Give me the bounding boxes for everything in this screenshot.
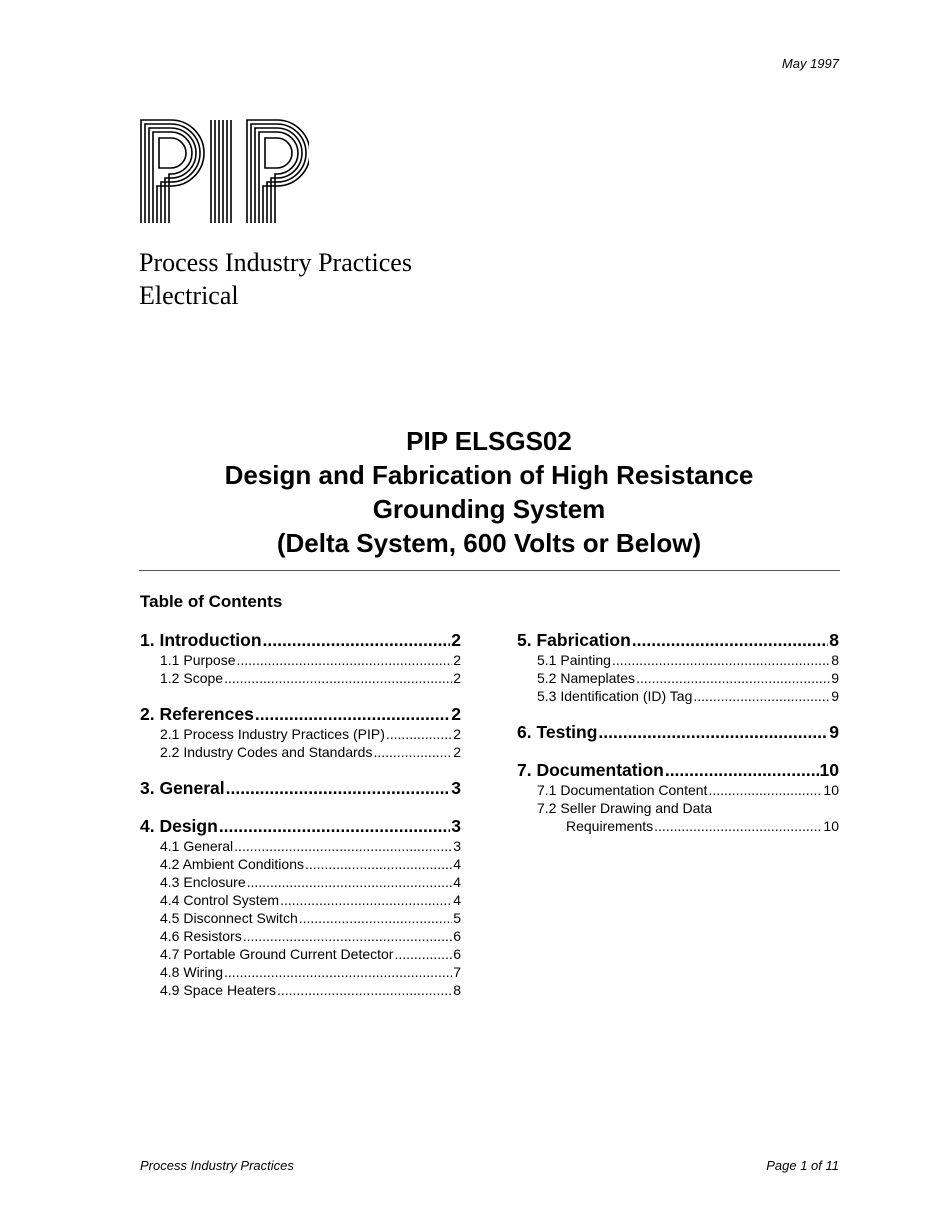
toc-section-entry[interactable] <box>517 722 839 744</box>
pip-logo <box>139 118 309 224</box>
toc-subsection-entry[interactable] <box>517 652 839 670</box>
toc-entry-label: 4.8 Wiring <box>160 964 224 980</box>
toc-entry-label: 1. Introduction <box>140 630 262 650</box>
org-line-2: Electrical <box>139 281 239 310</box>
toc-heading: Table of Contents <box>140 592 283 611</box>
toc-section <box>140 778 461 800</box>
title-line-1: PIP ELSGS02 <box>406 426 572 456</box>
toc-entry-page: 2 <box>453 726 461 742</box>
toc-subsection-entry[interactable] <box>140 910 461 928</box>
toc-entry-label: 3. General <box>140 778 225 798</box>
toc-entry-label: 4.4 Control System <box>160 892 280 908</box>
toc-entry-page: 9 <box>831 670 839 686</box>
toc-leader-dots <box>654 818 822 834</box>
toc-entry-page: 2 <box>453 670 461 686</box>
toc-entry-label: 5.1 Painting <box>537 652 611 668</box>
toc-subsection-entry[interactable] <box>140 928 461 946</box>
toc-subsection-entry[interactable] <box>140 964 461 982</box>
toc-leader-dots <box>299 910 452 926</box>
toc-entry-label: 5. Fabrication <box>517 630 631 650</box>
toc-subsection-entry[interactable] <box>140 946 461 964</box>
toc-leader-dots <box>219 816 450 837</box>
org-line-1: Process Industry Practices <box>139 248 412 277</box>
toc-leader-dots <box>665 760 819 781</box>
toc-entry-label: 2. References <box>140 704 254 724</box>
toc-entry-label: 4.1 General <box>160 838 234 854</box>
toc-leader-dots <box>612 652 830 668</box>
toc-entry-page: 10 <box>819 760 839 780</box>
organization-name <box>139 246 412 312</box>
toc-subsection-entry[interactable] <box>517 670 839 688</box>
toc-leader-dots <box>632 630 828 651</box>
toc-entry-label: 4.3 Enclosure <box>160 874 246 890</box>
toc-subsection-entry[interactable] <box>517 782 839 800</box>
toc-leader-dots <box>373 744 452 760</box>
toc-entry-page: 10 <box>823 782 839 798</box>
toc-leader-dots <box>394 946 452 962</box>
toc-entry-page: 9 <box>829 722 839 742</box>
toc-leader-dots <box>263 630 451 651</box>
toc-entry-label: 4.6 Resistors <box>160 928 242 944</box>
toc-section-entry[interactable] <box>517 630 839 652</box>
toc-entry-page: 7 <box>453 964 461 980</box>
toc-entry-label: 1.1 Purpose <box>160 652 236 668</box>
toc-leader-dots <box>693 688 830 704</box>
toc-entry-page: 10 <box>823 818 839 834</box>
logo-letter-i <box>211 120 231 223</box>
toc-entry-page: 3 <box>453 838 461 854</box>
toc-subsection-entry[interactable] <box>517 688 839 706</box>
toc-section-entry[interactable] <box>140 816 461 838</box>
toc-leader-dots <box>636 670 830 686</box>
toc-section <box>517 760 839 836</box>
logo-letter-p-2 <box>247 120 309 223</box>
toc-entry-label: 4.5 Disconnect Switch <box>160 910 298 926</box>
document-title <box>139 424 839 560</box>
toc-subsection-entry[interactable] <box>140 726 461 744</box>
toc-subsection-entry[interactable] <box>140 670 461 688</box>
toc-entry-page: 2 <box>451 704 461 724</box>
toc-subsection-entry[interactable] <box>140 982 461 1000</box>
footer-page-number: Page 1 of 11 <box>766 1158 839 1173</box>
toc-subsection-entry[interactable] <box>140 856 461 874</box>
toc-leader-dots <box>234 838 452 854</box>
toc-leader-dots <box>237 652 453 668</box>
toc-entry-page: 2 <box>451 630 461 650</box>
toc-section <box>517 722 839 744</box>
toc-entry-page: 6 <box>453 928 461 944</box>
toc-section-entry[interactable] <box>140 704 461 726</box>
toc-entry-label: 4.9 Space Heaters <box>160 982 276 998</box>
toc-right-column <box>517 630 839 852</box>
toc-section-entry[interactable] <box>517 760 839 782</box>
toc-section <box>140 816 461 1000</box>
toc-leader-dots <box>255 704 450 725</box>
toc-entry-page: 3 <box>451 816 461 836</box>
toc-entry-page: 8 <box>829 630 839 650</box>
toc-entry-label: Requirements <box>566 818 654 834</box>
logo-letter-p-1 <box>141 120 204 223</box>
toc-entry-page: 2 <box>453 744 461 760</box>
toc-subsection-entry[interactable] <box>140 892 461 910</box>
toc-entry-page: 4 <box>453 892 461 908</box>
toc-leader-dots <box>280 892 452 908</box>
toc-leader-dots <box>277 982 452 998</box>
title-line-2: Design and Fabrication of High Resistance <box>224 460 754 490</box>
toc-entry-label: 2.1 Process Industry Practices (PIP) <box>160 726 385 742</box>
toc-subsection-entry[interactable] <box>140 874 461 892</box>
toc-subsection-entry[interactable] <box>517 800 839 818</box>
toc-entry-page: 3 <box>451 778 461 798</box>
toc-entry-label: 4.7 Portable Ground Current Detector <box>160 946 394 962</box>
toc-entry-label: 7. Documentation <box>517 760 664 780</box>
title-line-4: (Delta System, 600 Volts or Below) <box>276 528 702 558</box>
toc-section <box>517 630 839 706</box>
toc-subsection-entry-continued[interactable] <box>517 818 839 836</box>
toc-leader-dots <box>386 726 452 742</box>
toc-entry-label: 1.2 Scope <box>160 670 224 686</box>
toc-leader-dots <box>224 670 452 686</box>
toc-section <box>140 704 461 762</box>
toc-section-entry[interactable] <box>140 778 461 800</box>
toc-entry-page: 2 <box>453 652 461 668</box>
toc-entry-page: 8 <box>831 652 839 668</box>
title-divider <box>139 570 840 571</box>
toc-entry-page: 6 <box>453 946 461 962</box>
toc-entry-page: 9 <box>831 688 839 704</box>
toc-section <box>140 630 461 688</box>
toc-leader-dots <box>226 778 451 799</box>
toc-entry-label: 5.2 Nameplates <box>537 670 636 686</box>
toc-entry-page: 4 <box>453 856 461 872</box>
toc-entry-label: 7.1 Documentation Content <box>537 782 708 798</box>
toc-entry-label: 7.2 Seller Drawing and Data <box>537 800 713 816</box>
toc-entry-label: 2.2 Industry Codes and Standards <box>160 744 373 760</box>
toc-entry-label: 4.2 Ambient Conditions <box>160 856 304 872</box>
toc-subsection-entry[interactable] <box>140 838 461 856</box>
toc-leader-dots <box>243 928 453 944</box>
toc-subsection-entry[interactable] <box>140 652 461 670</box>
title-line-3: Grounding System <box>372 494 606 524</box>
toc-subsection-entry[interactable] <box>140 744 461 762</box>
toc-section-entry[interactable] <box>140 630 461 652</box>
toc-leader-dots <box>224 964 452 980</box>
toc-leader-dots <box>247 874 453 890</box>
toc-entry-page: 8 <box>453 982 461 998</box>
footer-organization: Process Industry Practices <box>140 1158 294 1173</box>
toc-leader-dots <box>305 856 452 872</box>
toc-leader-dots <box>708 782 822 798</box>
toc-entry-page: 4 <box>453 874 461 890</box>
toc-entry-label: 4. Design <box>140 816 218 836</box>
toc-entry-page: 5 <box>453 910 461 926</box>
toc-entry-label: 6. Testing <box>517 722 598 742</box>
toc-entry-label: 5.3 Identification (ID) Tag <box>537 688 693 704</box>
document-date: May 1997 <box>781 56 839 71</box>
toc-leader-dots <box>598 722 828 743</box>
toc-left-column <box>140 630 461 1016</box>
